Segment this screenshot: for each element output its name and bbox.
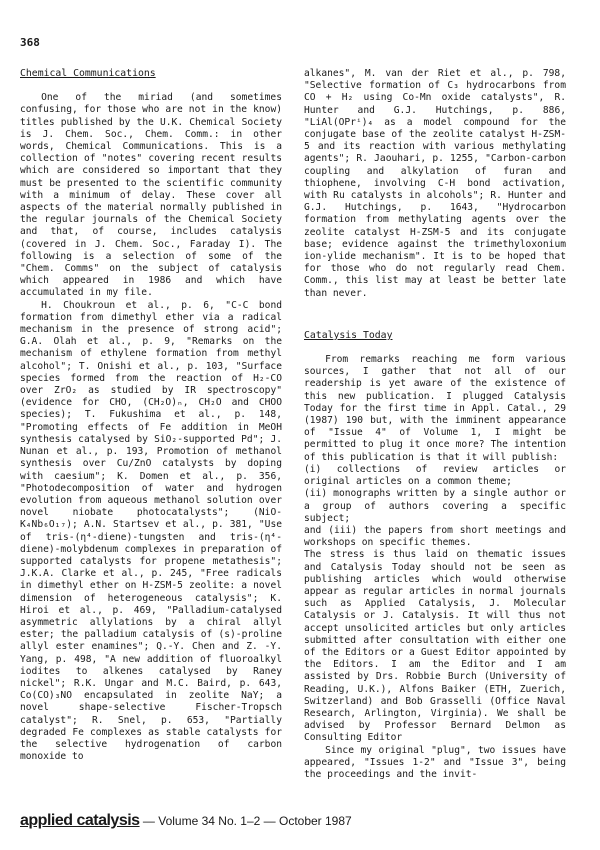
list-item: (i) collections of review articles or original articles on a common theme;: [304, 463, 566, 488]
paragraph: From remarks reaching me form various sources, I gather that not all of our readership is yet aware of the existence of this new publication. I plugged Catalysis Today for the first time in Appl. Catal., 29 (1987) 190 but, with the imminent appearance of "Issue 4" of Volume 1, I might be permitted to plug it once more? The intention of this publication is that it will publish:: [304, 354, 566, 463]
journal-footer: [20, 812, 352, 830]
paragraph: H. Choukroun et al., p. 6, "C-C bond formation from dimethyl ether via a radical mechanism in the presence of strong acid"; G.A. Olah et al., p. 9, "Remarks on the mechanism of ethylene formation from methyl alcohol"; T. Onishi et al., p. 103, "Surface species formed from the reaction of H₂-CO over ZrO₂ as studied by IR spectroscopy" (evidence for CHO, (CH₂O)ₙ, CH₂O and CHOO species); T. Fukushima et al., p. 148, "Promoting effects of Fe addition in MeOH synthesis catalysed by SiO₂-supported Pd"; J. Nunan et al., p. 193, Promotion of methanol synthesis over Cu/ZnO catalysts by doping with caesium"; K. Domen et al., p. 356, "Photodecomposition of water and hydrogen evolution from aqueous methanol solution over novel niobate photocatalysts"; (NiO-K₄Nb₆O₁₇); A.N. Startsev et al., p. 381, "Use of tris-(η⁴-diene)-tungsten and tris-(η⁴-diene)-molybdenum complexes in preparation of supported catalysts for propene metathesis"; J.K.A. Clarke et al., p. 245, "Free radicals in dimethyl ether on H-ZSM-5 zeolite: a novel dimension of heterogeneous catalysis"; K. Hiroi et al., p. 469, "Palladium-catalysed asymmetric allylations by a chiral allyl ester; the palladium catalysis of (s)-proline allyl ester enamines"; Q.-Y. Chen and Z. -Y. Yang, p. 498, "A new addition of fluoroalkyl iodites to alkenes catalysed by Raney nickel"; R.K. Ungar and M.C. Baird, p. 643, Co(CO)₃NO encapsulated in zeolite NaY; a novel shape-selective Fischer-Tropsch catalyst"; R. Snel, p. 653, "Partially degraded Fe complexes as stable catalysts for the selective hydrogenation of carbon monoxide to: [20, 299, 282, 763]
left-column: [20, 68, 282, 763]
paragraph-continuation: alkanes", M. van der Riet et al., p. 798, "Selective formation of C₃ hydrocarbons from CO + H₂ using Co-Mn oxide catalysts", R. Hunter and G.J. Hutchings, p. 886, "LiAl(OPrⁱ)₄ as a model compound for the conjugate base of the zeolite catalyst H-ZSM-5 and its reaction with various methylating agents"; R. Jaouhari, p. 1255, "Carbon-carbon coupling and alkylation of furan and thiophene, involving C-H bond activation, with Ru catalysts in alcohols"; R. Hunter and G.J. Hutchings, p. 1643, "Hydrocarbon formation from methylating agents over the zeolite catalyst H-ZSM-5 and its conjugate base; evidence against the trimethyloxonium ion-ylide mechanism". It is to be hoped that for those who do not regularly read Chem. Comm., this list may at least be better late than never.: [304, 68, 566, 299]
issue-info: — Volume 34 No. 1–2 — October 1987: [142, 814, 352, 828]
section-heading-catalysis-today: Catalysis Today: [304, 329, 393, 341]
page-number: 368: [20, 36, 40, 49]
paragraph: One of the miriad (and sometimes confusing, for those who are not in the know) titles published by the U.K. Chemical Society is J. Chem. Soc., Chem. Comm.: in other words, Chemical Communications. This is a collection of "notes" covering recent results which are considered so important that they must be presented to the scientific community with a minimum of delay. These cover all aspects of the material normally published in the regular journals of the Chemical Society and that, of course, includes catalysis (covered in J. Chem. Soc., Faraday I). The following is a selection of some of the "Chem. Comms" on the subject of catalysis which appeared in 1986 and which have accumulated in my file.: [20, 92, 282, 299]
journal-brand-logo: applied catalysis: [20, 812, 140, 829]
list-item: and (iii) the papers from short meetings and workshops on specific themes.: [304, 524, 566, 549]
list-item: (ii) monographs written by a single author or a group of authors covering a specific subject;: [304, 488, 566, 524]
right-column: [304, 68, 566, 781]
paragraph: Since my original "plug", two issues have appeared, "Issues 1-2" and "Issue 3", being the proceedings and the invit-: [304, 744, 566, 780]
paragraph: The stress is thus laid on thematic issues and Catalysis Today should not be seen as publishing articles which would otherwise appear as regular articles in normal journals such as Applied Catalysis, J. Molecular Catalysis or J. Catalysis. It will thus not accept unsolicited articles but only articles submitted after consultation with either one of the Editors or a Guest Editor appointed by the Editors. I am the Editor and I am assisted by Drs. Robbie Burch (University of Reading, U.K.), Alfons Baiker (ETH, Zuerich, Switzerland) and Bob Grasselli (Office Naval Research, Arlington, Virginia). We shall be advised by Professor Bernard Delmon as Consulting Editor: [304, 549, 566, 744]
section-heading-chemical-communications: Chemical Communications: [20, 68, 156, 79]
